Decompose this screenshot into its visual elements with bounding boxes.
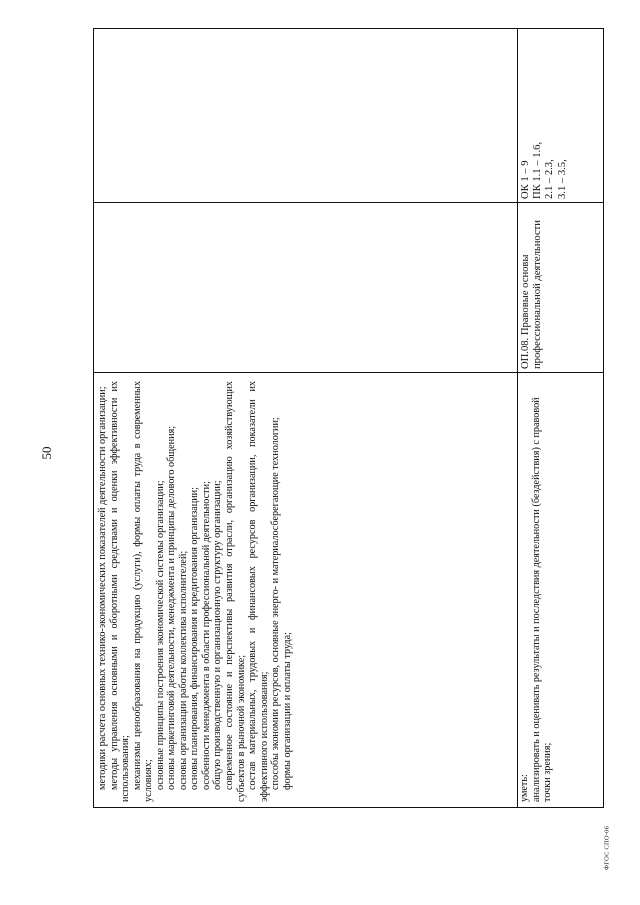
knowledge-item: состав материальных, трудовых и финансовых ресурсов организации, показатели их эффективного использования;: [247, 381, 270, 802]
knowledge-item: способы экономии ресурсов, основные энерго- и материалосберегающие технологии;: [270, 417, 282, 790]
page-number: [37, 438, 57, 468]
discipline-cell: [517, 203, 604, 373]
knowledge-item: общую производственную и организационную структуру организации;: [212, 480, 224, 790]
competency-line: 3.1 – 3.5,: [556, 159, 568, 199]
skills-item: анализировать и оценивать результаты и последствия деятельности (бездействия) с правовой точки зрения;: [530, 397, 554, 802]
skills-heading: уметь:: [519, 774, 530, 802]
page-number-text: 50: [39, 446, 54, 460]
competencies-cell: [517, 28, 604, 203]
competency-line: 2.1 – 2.3,: [544, 159, 556, 199]
discipline-name: ОП.08. Правовые основы профессиональной деятельности: [520, 220, 544, 369]
knowledge-item: методы управления основными и оборотными средствами и оценки эффективности их использования;: [108, 381, 132, 802]
knowledge-item: механизмы ценообразования на продукцию (услуги), формы оплаты труда в современных условиях;: [131, 381, 155, 802]
requirements-table: [93, 28, 604, 808]
competency-line: ОК 1 – 9: [520, 160, 531, 199]
knowledge-item: формы организации и оплаты труда;: [281, 632, 293, 790]
knowledge-item: основные принципы построения экономической системы организации;: [154, 480, 166, 790]
knowledge-item: методики расчета основных технико-экономических показателей деятельности организации;: [97, 386, 108, 790]
competency-line: ПК 1.1 – 1.6,: [532, 141, 544, 199]
rotated-table-content: [93, 28, 604, 808]
knowledge-item: основы планирования, финансирования и кредитования организации;: [189, 487, 201, 790]
knowledge-item: основы маркетинговой деятельности, менеджмента и принципы делового общения;: [166, 425, 178, 790]
knowledge-item: современное состояние и перспективы развития отрасли, организацию хозяйствующих субъектов в рыночной экономике;: [224, 381, 247, 802]
footer-code-text: ФГОС СПО-06: [603, 825, 611, 870]
knowledge-item: основы организации работы коллектива исполнителей;: [177, 550, 189, 790]
knowledge-cell: [93, 373, 517, 808]
footer-code: [600, 820, 614, 875]
knowledge-item: особенности менеджмента в области профессиональной деятельности;: [200, 481, 212, 790]
skills-cell: [517, 373, 604, 808]
